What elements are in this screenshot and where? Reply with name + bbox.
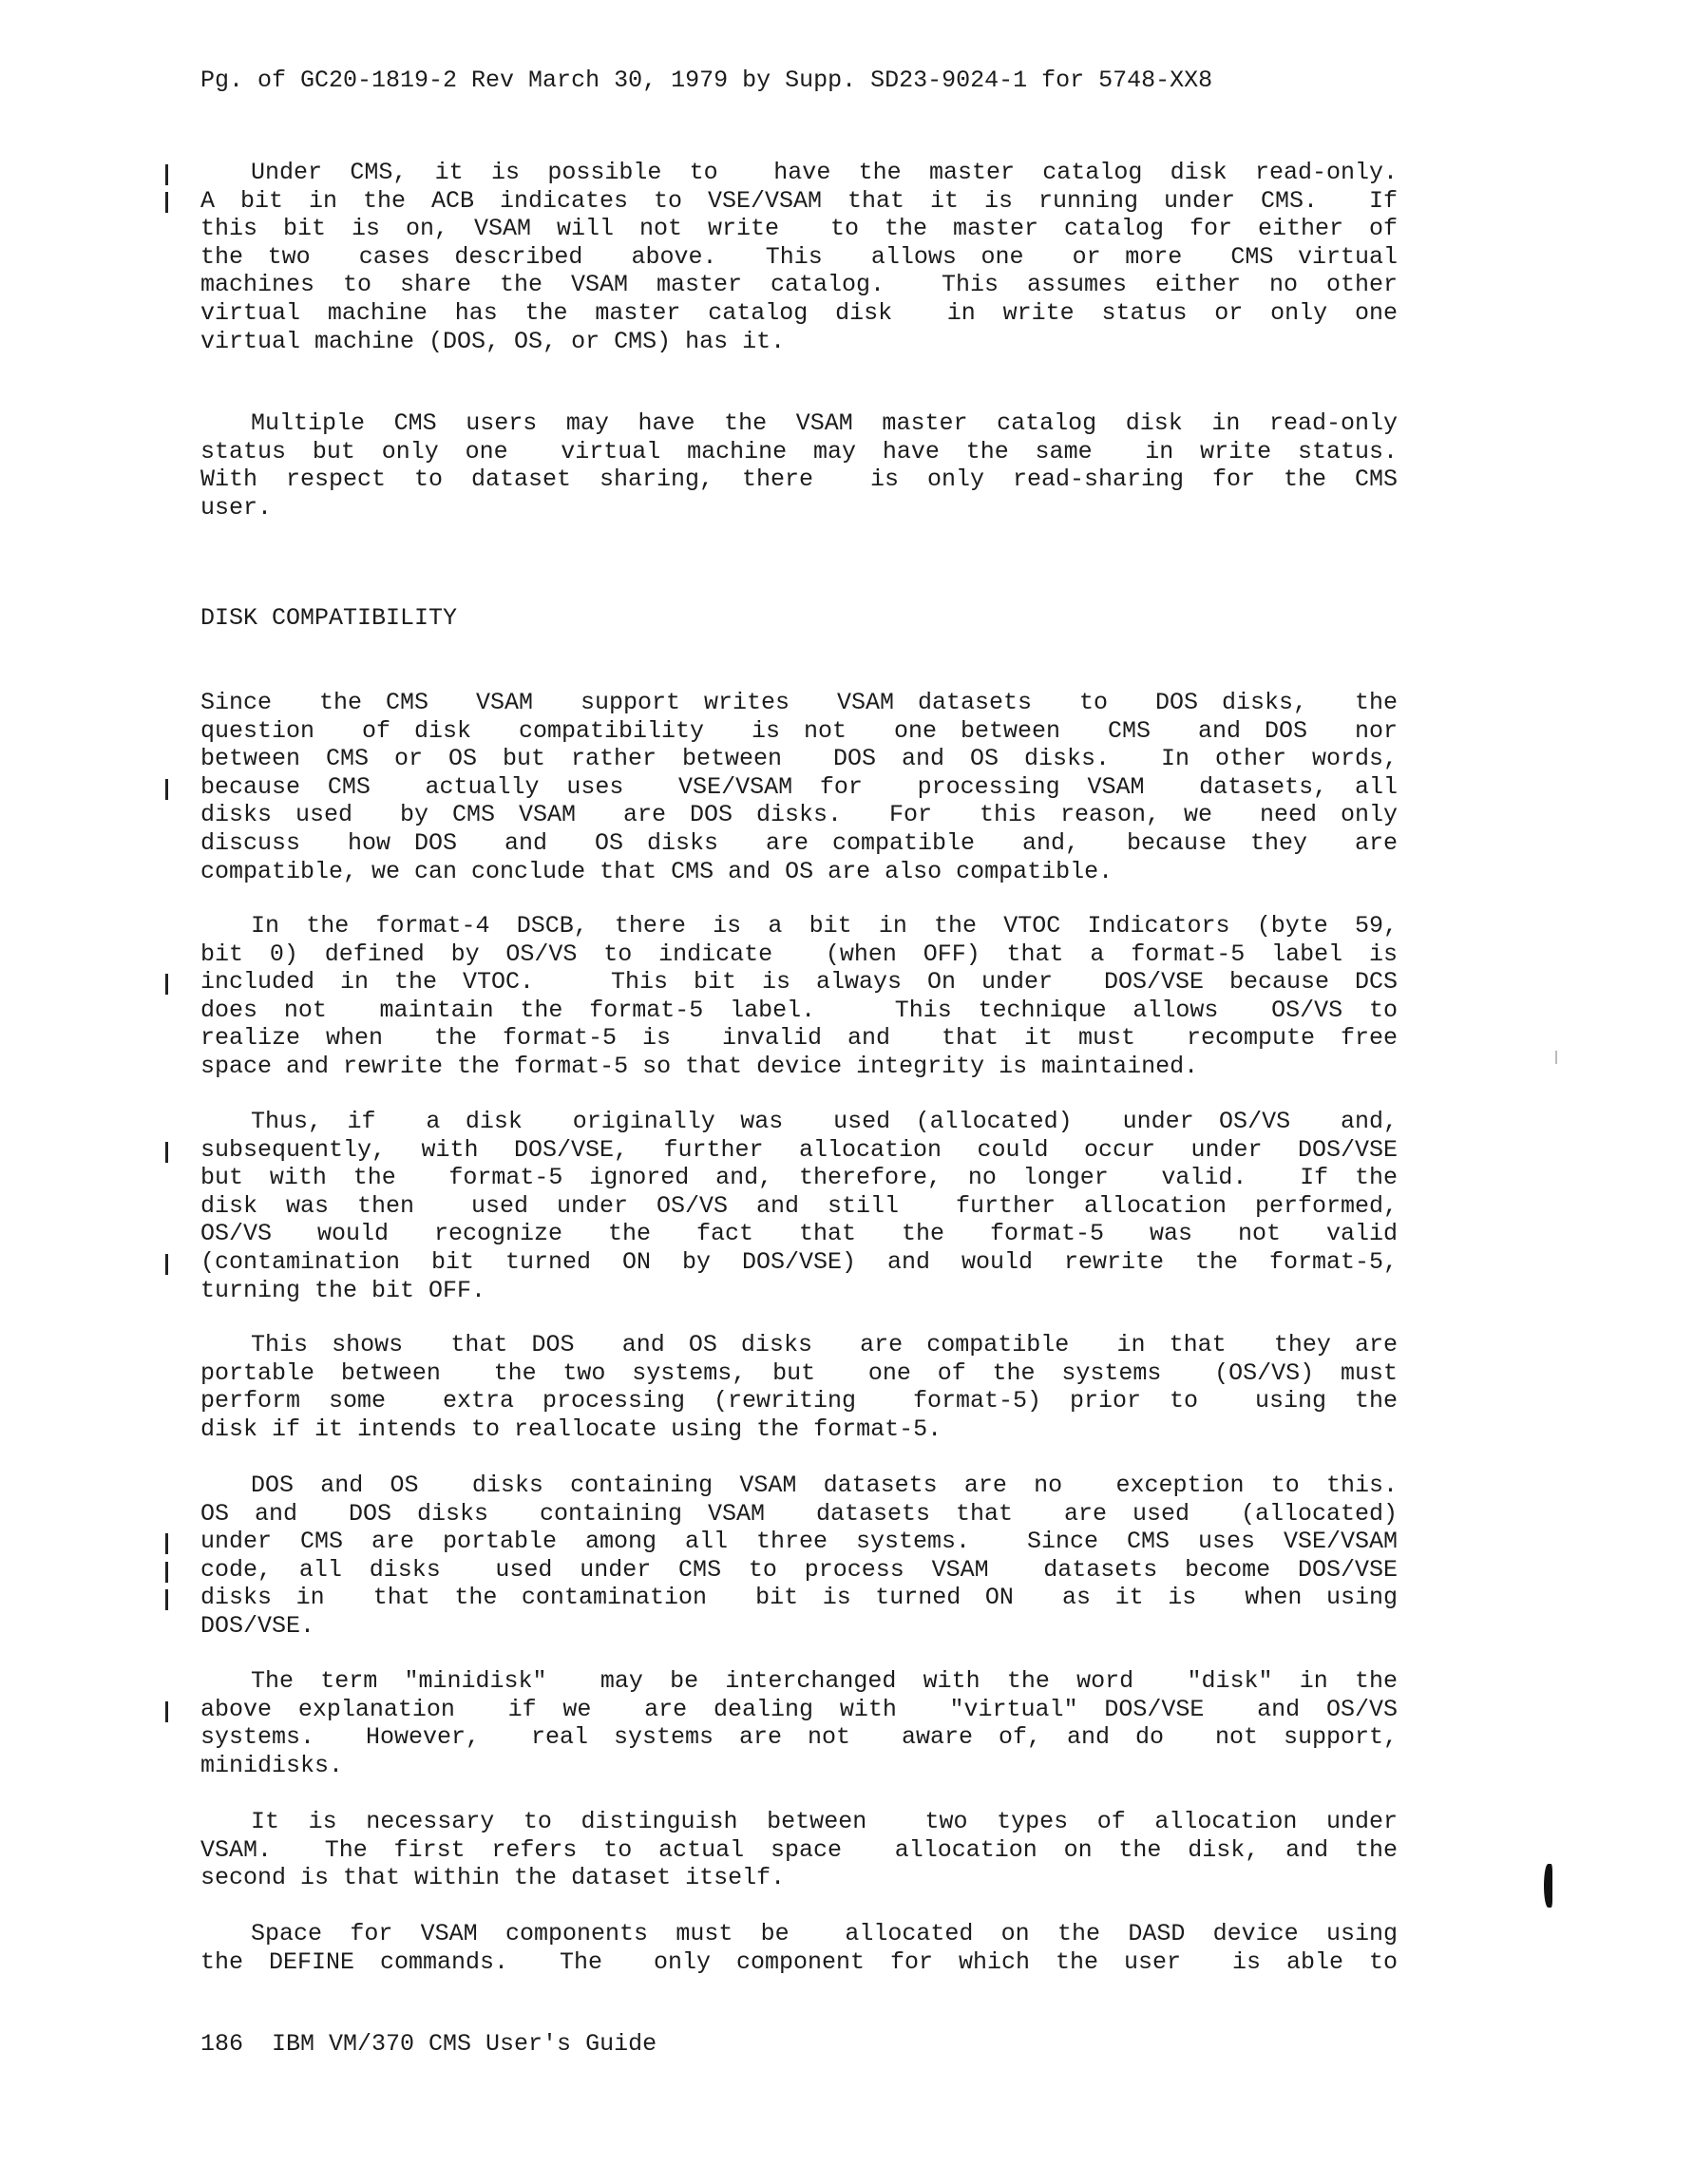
revision-bar	[165, 1254, 168, 1275]
paragraph-space-vsam	[200, 1920, 1398, 1976]
text-line: disks used by CMS VSAM are DOS disks. For this reason, we need only	[200, 801, 1398, 829]
text-line: does not maintain the format-5 label. This technique allows OS/VS to	[200, 996, 1398, 1024]
paragraph-multiple-users	[200, 409, 1398, 522]
paragraph-thus	[200, 1108, 1398, 1304]
revision-bar	[165, 192, 168, 213]
text-line: this bit is on, VSAM will not write to the master catalog for either of	[200, 215, 1398, 243]
text-line: DOS and OS disks containing VSAM datasets are no exception to this.	[251, 1472, 1398, 1499]
text-line: Thus, if a disk originally was used (allocated) under OS/VS and,	[251, 1108, 1398, 1135]
revision-bar	[165, 779, 168, 800]
paragraph-this-shows	[200, 1331, 1398, 1443]
scan-mark	[1544, 1864, 1552, 1908]
text-line: With respect to dataset sharing, there is only read-sharing for the CMS	[200, 465, 1398, 494]
text-line: minidisks.	[200, 1751, 344, 1779]
text-line: Space for VSAM components must be allocated on the DASD device using	[251, 1920, 1398, 1947]
scan-mark	[1555, 1051, 1557, 1064]
text-line: above explanation if we are dealing with "virtual" DOS/VSE and OS/VS	[200, 1695, 1398, 1723]
paragraph-read-only-catalog	[200, 159, 1398, 355]
revision-bar	[165, 1533, 168, 1554]
text-line: second is that within the dataset itself.	[200, 1864, 786, 1892]
text-line: under CMS are portable among all three systems. Since CMS uses VSE/VSAM	[200, 1528, 1398, 1556]
paragraph-dos-os-disks	[200, 1472, 1398, 1641]
text-line: DOS/VSE.	[200, 1611, 315, 1640]
text-line: OS/VS would recognize the fact that the format-5 was not valid	[200, 1220, 1398, 1248]
text-line: discuss how DOS and OS disks are compatible and, because they are	[200, 828, 1398, 857]
text-line: disks in that the contamination bit is turned ON as it is when using	[200, 1584, 1398, 1612]
text-line: included in the VTOC. This bit is always On under DOS/VSE because DCS	[200, 968, 1398, 997]
revision-bar	[165, 974, 168, 995]
text-line: Since the CMS VSAM support writes VSAM datasets to DOS disks, the	[200, 689, 1398, 716]
revision-bar	[165, 1589, 168, 1610]
text-line: (contamination bit turned ON by DOS/VSE) and would rewrite the format-5,	[200, 1247, 1398, 1276]
text-line: portable between the two systems, but one of the systems (OS/VS) must	[200, 1358, 1398, 1387]
revision-bar	[165, 1701, 168, 1722]
page-footer: 186 IBM VM/370 CMS User's Guide	[200, 2030, 657, 2058]
text-line: code, all disks used under CMS to process VSAM datasets become DOS/VSE	[200, 1555, 1398, 1584]
text-line: disk was then used under OS/VS and still further allocation performed,	[200, 1191, 1398, 1220]
text-line: the two cases described above. This allows one or more CMS virtual	[200, 242, 1398, 271]
text-line: bit 0) defined by OS/VS to indicate (when OFF) that a format-5 label is	[200, 940, 1398, 968]
text-line: machines to share the VSAM master catalog. This assumes either no other	[200, 271, 1398, 299]
text-line: perform some extra processing (rewriting format-5) prior to using the	[200, 1387, 1398, 1415]
paragraph-since-cms	[200, 689, 1398, 885]
revision-bar	[165, 1142, 168, 1163]
text-line: Multiple CMS users may have the VSAM master catalog disk in read-only	[251, 409, 1398, 437]
text-line: space and rewrite the format-5 so that device integrity is maintained.	[200, 1052, 1199, 1080]
paragraph-allocation-types	[200, 1808, 1398, 1892]
text-line: turning the bit OFF.	[200, 1276, 486, 1304]
text-line: realize when the format-5 is invalid and that it must recompute free	[200, 1024, 1398, 1053]
paragraph-minidisk	[200, 1667, 1398, 1779]
paragraph-format4-dscb	[200, 912, 1398, 1081]
revision-bar	[165, 164, 168, 185]
revision-bar	[165, 1562, 168, 1583]
text-line: compatible, we can conclude that CMS and OS are also compatible.	[200, 857, 1113, 885]
text-line: OS and DOS disks containing VSAM datasets that are used (allocated)	[200, 1499, 1398, 1528]
text-line: The term "minidisk" may be interchanged with the word "disk" in the	[251, 1667, 1398, 1695]
text-line: systems. However, real systems are not aware of, and do not support,	[200, 1723, 1398, 1752]
text-line: VSAM. The first refers to actual space allocation on the disk, and the	[200, 1835, 1398, 1864]
text-line: In the format-4 DSCB, there is a bit in the VTOC Indicators (byte 59,	[251, 912, 1398, 940]
section-heading: DISK COMPATIBILITY	[200, 604, 458, 632]
text-line: subsequently, with DOS/VSE, further allocation could occur under DOS/VSE	[200, 1135, 1398, 1164]
text-line: virtual machine has the master catalog disk in write status or only one	[200, 298, 1398, 327]
text-line: but with the format-5 ignored and, therefore, no longer valid. If the	[200, 1164, 1398, 1192]
text-line: virtual machine (DOS, OS, or CMS) has it.	[200, 327, 786, 355]
text-line: status but only one virtual machine may have the same in write status.	[200, 437, 1398, 465]
text-line: question of disk compatibility is not one between CMS and DOS nor	[200, 716, 1398, 745]
page-header: Pg. of GC20-1819-2 Rev March 30, 1979 by Supp. SD23-9024-1 for 5748-XX8	[200, 66, 1213, 94]
text-line: disk if it intends to reallocate using the format-5.	[200, 1415, 942, 1443]
text-line: A bit in the ACB indicates to VSE/VSAM that it is running under CMS. If	[200, 186, 1398, 215]
text-line: the DEFINE commands. The only component for which the user is able to	[200, 1947, 1398, 1976]
text-line: This shows that DOS and OS disks are compatible in that they are	[251, 1331, 1398, 1358]
text-line: Under CMS, it is possible to have the master catalog disk read-only.	[251, 159, 1398, 186]
text-line: because CMS actually uses VSE/VSAM for processing VSAM datasets, all	[200, 772, 1398, 801]
text-line: It is necessary to distinguish between two types of allocation under	[251, 1808, 1398, 1835]
text-line: between CMS or OS but rather between DOS and OS disks. In other words,	[200, 745, 1398, 773]
text-line: user.	[200, 493, 273, 522]
